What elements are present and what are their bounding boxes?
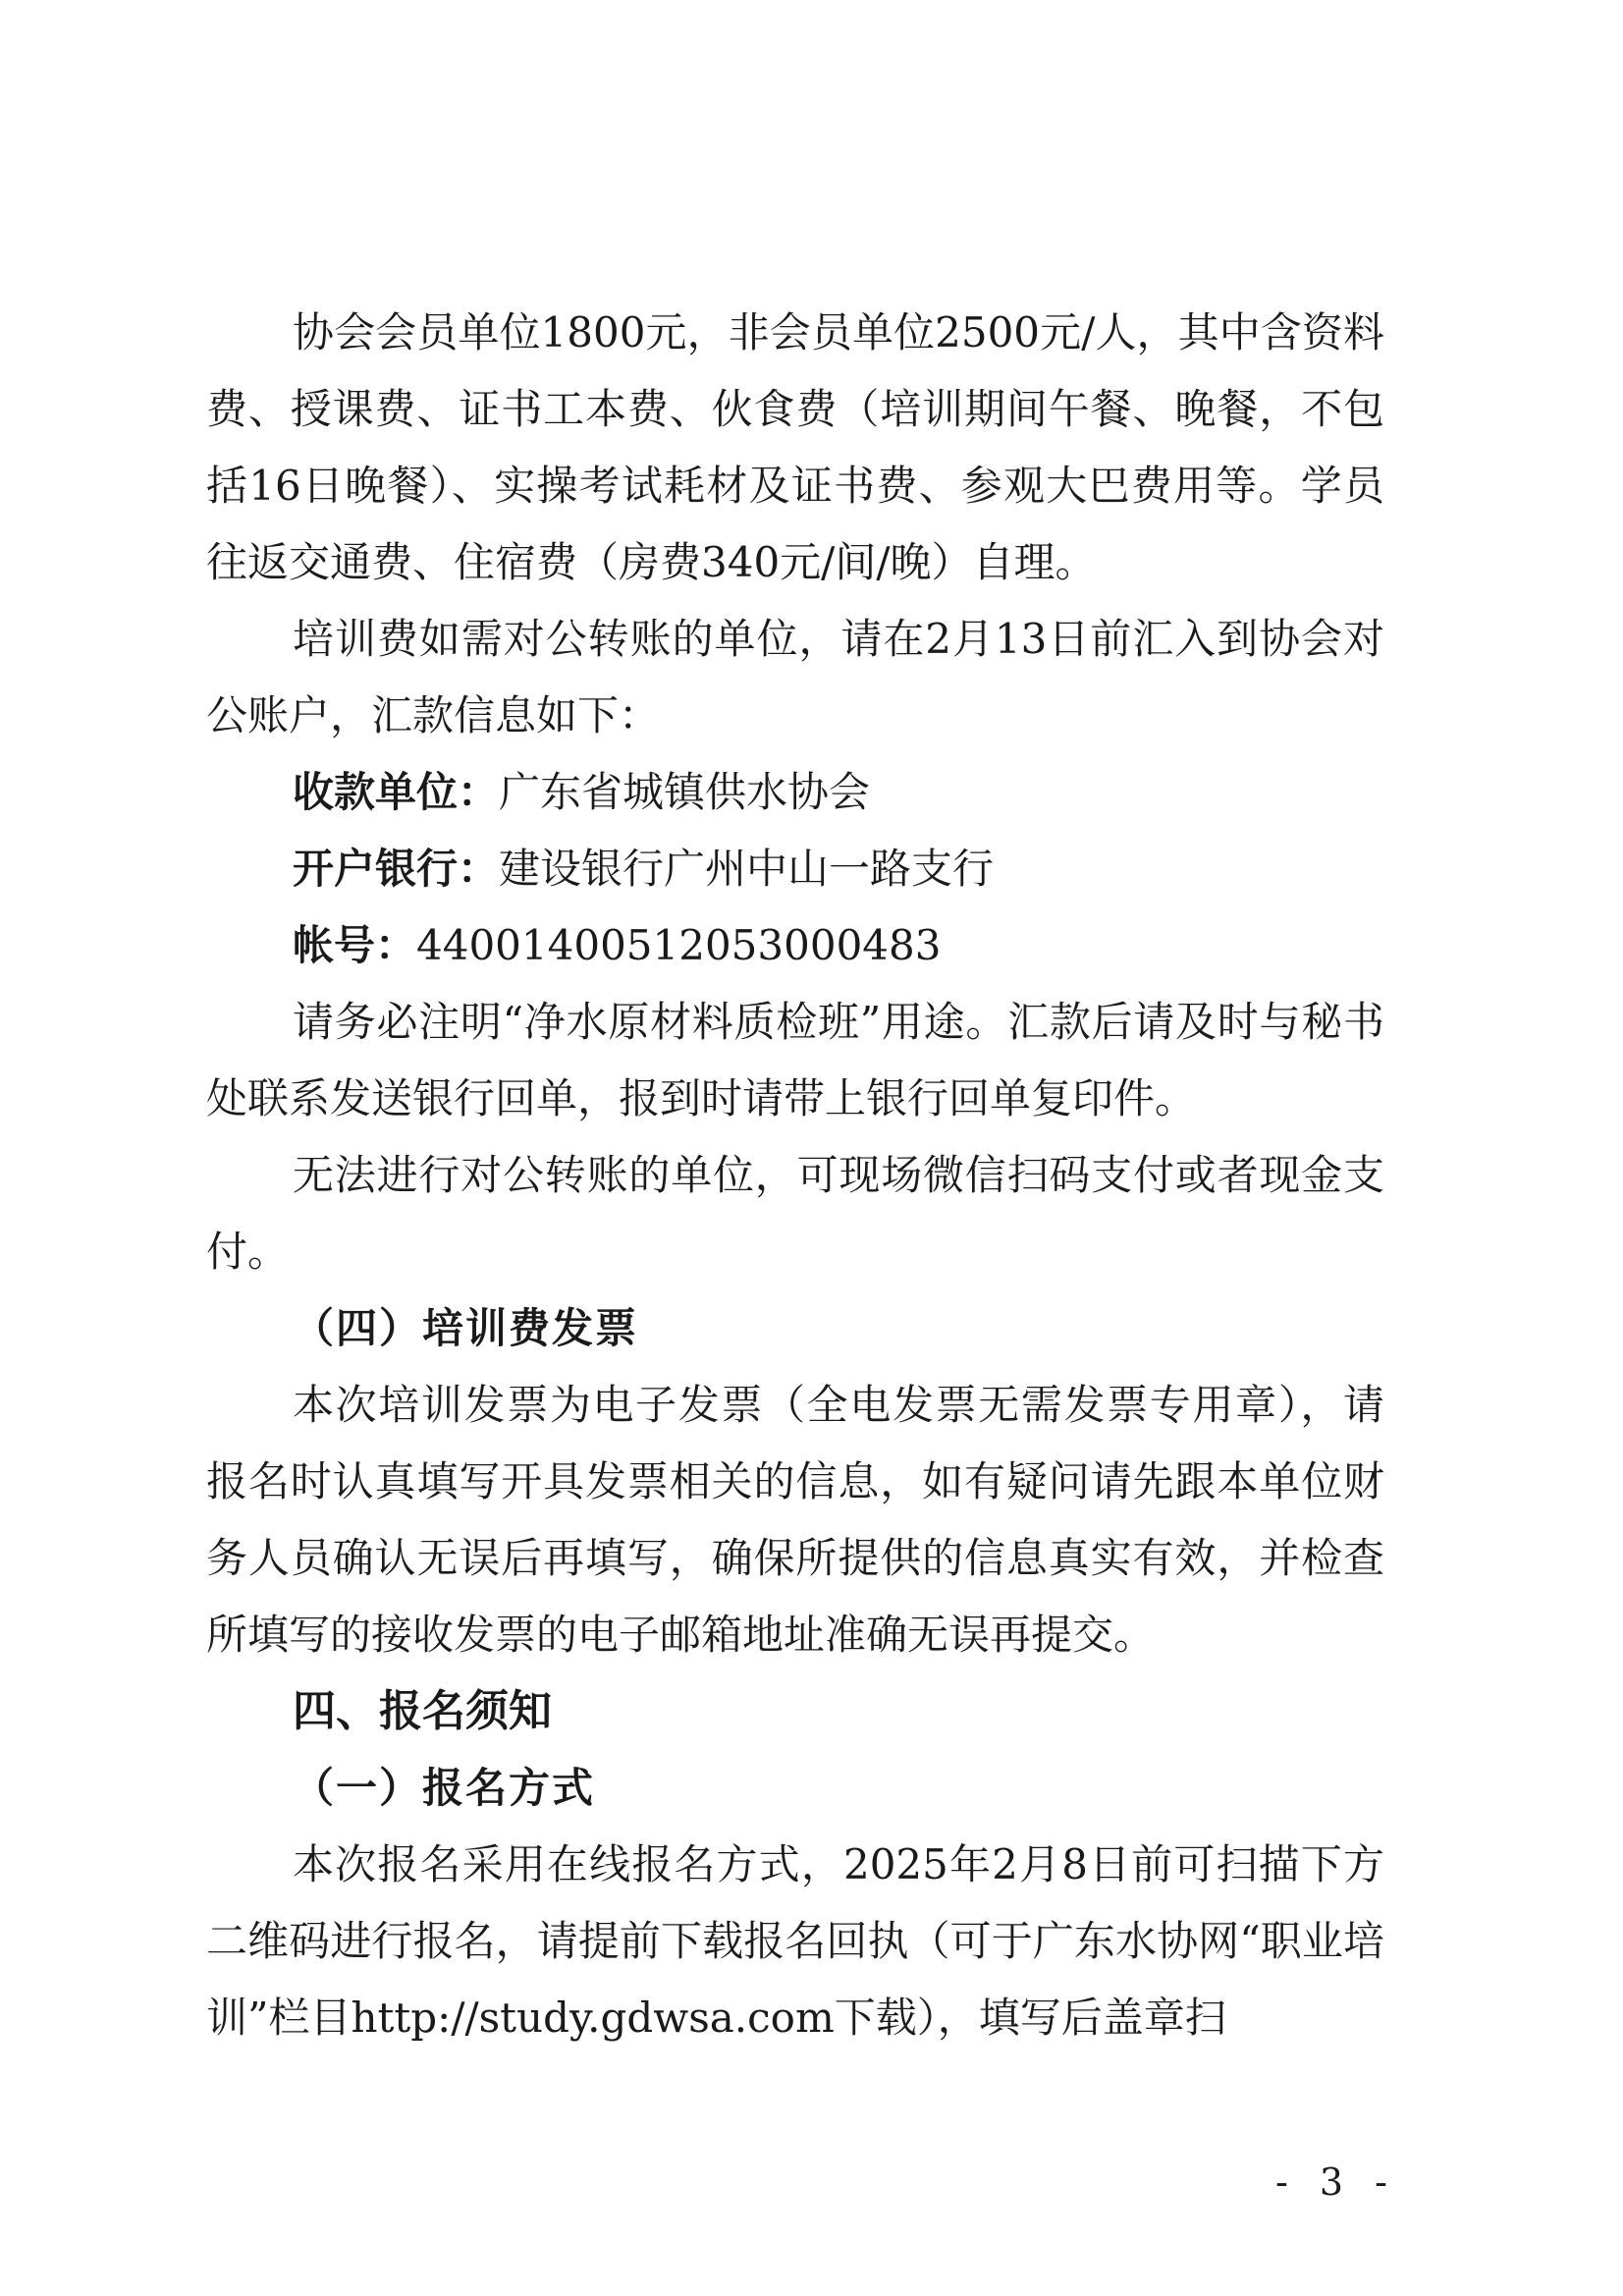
section-registration-heading: 四、报名须知 bbox=[293, 1686, 552, 1736]
account-line bbox=[206, 907, 1384, 984]
cash-payment-paragraph: 无法进行对公转账的单位，可现场微信扫码支付或者现金支付。 bbox=[206, 1151, 1384, 1276]
document-body bbox=[206, 295, 1384, 2056]
transfer-paragraph: 培训费如需对公转账的单位，请在2月13日前汇入到协会对公账户，汇款信息如下： bbox=[206, 615, 1384, 739]
payee-label: 收款单位： bbox=[293, 768, 500, 816]
page-number: - 3 - bbox=[1274, 2160, 1397, 2204]
bank-value: 建设银行广州中山一路支行 bbox=[499, 845, 995, 893]
bank-line bbox=[206, 831, 1384, 907]
payee-value: 广东省城镇供水协会 bbox=[499, 768, 871, 816]
bank-label: 开户银行： bbox=[293, 845, 500, 893]
invoice-paragraph: 本次培训发票为电子发票（全电发票无需发票专用章），请报名时认真填写开具发票相关的信息，如有疑问请先跟本单位财务人员确认无误后再填写，确保所提供的信息真实有效，并检查所填写的接收发票的电子邮箱地址准确无误再提交。 bbox=[206, 1381, 1384, 1659]
account-label: 帐号： bbox=[293, 921, 417, 969]
remark-paragraph: 请务必注明“净水原材料质检班”用途。汇款后请及时与秘书处联系发送银行回单，报到时请带上银行回单复印件。 bbox=[206, 998, 1384, 1122]
account-value: 44001400512053000483 bbox=[416, 921, 942, 969]
subsection-invoice-heading: （四）培训费发票 bbox=[293, 1304, 639, 1352]
payee-line bbox=[206, 754, 1384, 831]
subsection-registration-method-heading: （一）报名方式 bbox=[293, 1764, 596, 1812]
registration-paragraph: 本次报名采用在线报名方式，2025年2月8日前可扫描下方二维码进行报名，请提前下载报名回执（可于广东水协网“职业培训”栏目http://study.gdwsa.com下载），填写后盖章扫 bbox=[206, 1840, 1384, 2042]
fee-paragraph: 协会会员单位1800元，非会员单位2500元/人，其中含资料费、授课费、证书工本费、伙食费（培训期间午餐、晚餐，不包括16日晚餐）、实操考试耗材及证书费、参观大巴费用等。学员往返交通费、住宿费（房费340元/间/晚）自理。 bbox=[206, 308, 1384, 586]
